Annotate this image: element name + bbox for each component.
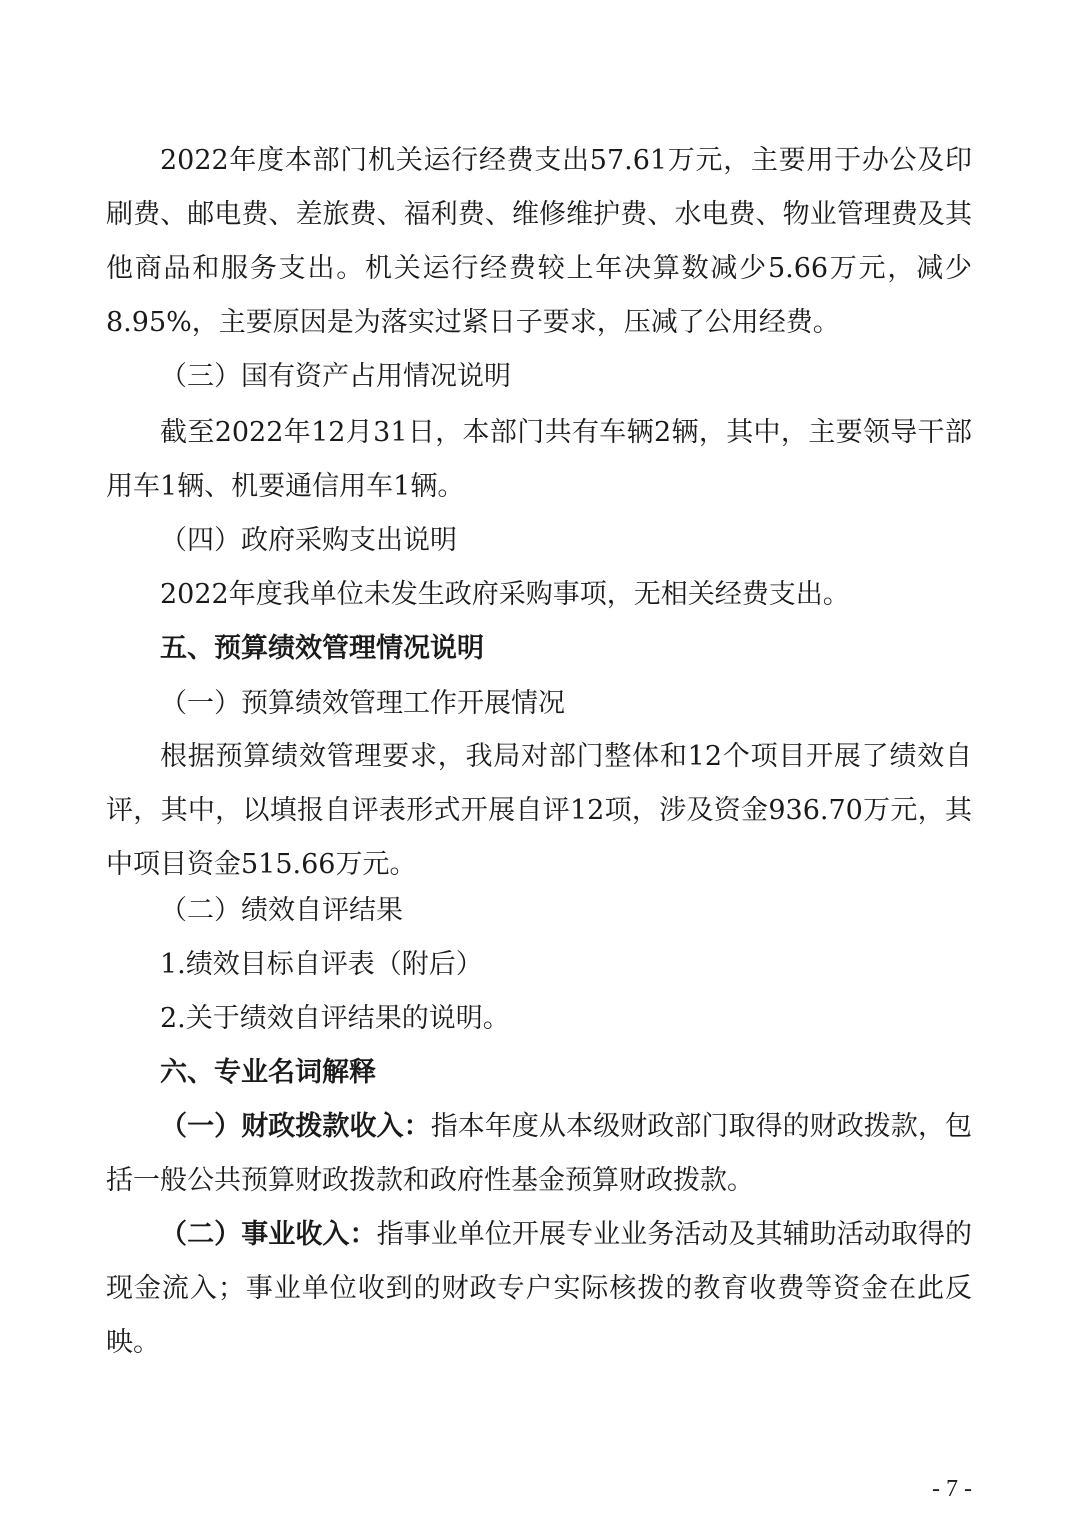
heading-self-evaluation-results: （二）绩效自评结果 bbox=[160, 895, 403, 926]
heading-procurement: （四）政府采购支出说明 bbox=[160, 525, 457, 556]
page-number: - 7 - bbox=[932, 1476, 972, 1502]
glossary-term: （二）事业收入： bbox=[160, 1219, 377, 1250]
heading-glossary: 六、专业名词解释 bbox=[160, 1057, 376, 1088]
glossary-definition: 指事业单位开展专业业务活动及其辅助活动取得的现金流入；事业单位收到的财政专户实际核拨的教育收费等资金在此反映。 bbox=[106, 1219, 973, 1358]
paragraph-self-evaluation: 根据预算绩效管理要求，我局对部门整体和12个项目开展了绩效自评，其中，以填报自评表形式开展自评12项，涉及资金936.70万元，其中项目资金515.66万元。 bbox=[106, 741, 972, 880]
glossary-fiscal-appropriation bbox=[106, 1100, 972, 1208]
glossary-business-income bbox=[106, 1208, 972, 1370]
list-item-evaluation-explanation: 2.关于绩效自评结果的说明。 bbox=[160, 1003, 510, 1034]
paragraph-operating-expenses: 2022年度本部门机关运行经费支出57.61万元，主要用于办公及印刷费、邮电费、差旅费、福利费、维修维护费、水电费、物业管理费及其他商品和服务支出。机关运行经费较上年决算数减少5.66万元，减少8.95%，主要原因是为落实过紧日子要求，压减了公用经费。 bbox=[106, 145, 972, 338]
glossary-term: （一）财政拨款收入： bbox=[160, 1111, 431, 1142]
glossary-definition: 指本年度从本级财政部门取得的财政拨款，包括一般公共预算财政拨款和政府性基金预算财政拨款。 bbox=[106, 1111, 973, 1196]
list-item-evaluation-table: 1.绩效目标自评表（附后） bbox=[160, 949, 483, 980]
heading-performance-work: （一）预算绩效管理工作开展情况 bbox=[160, 688, 565, 719]
heading-performance-management: 五、预算绩效管理情况说明 bbox=[160, 633, 484, 664]
paragraph-vehicles: 截至2022年12月31日，本部门共有车辆2辆，其中，主要领导干部用车1辆、机要通信用车1辆。 bbox=[106, 417, 972, 502]
heading-state-assets: （三）国有资产占用情况说明 bbox=[160, 361, 511, 392]
paragraph-procurement: 2022年度我单位未发生政府采购事项，无相关经费支出。 bbox=[160, 579, 850, 610]
